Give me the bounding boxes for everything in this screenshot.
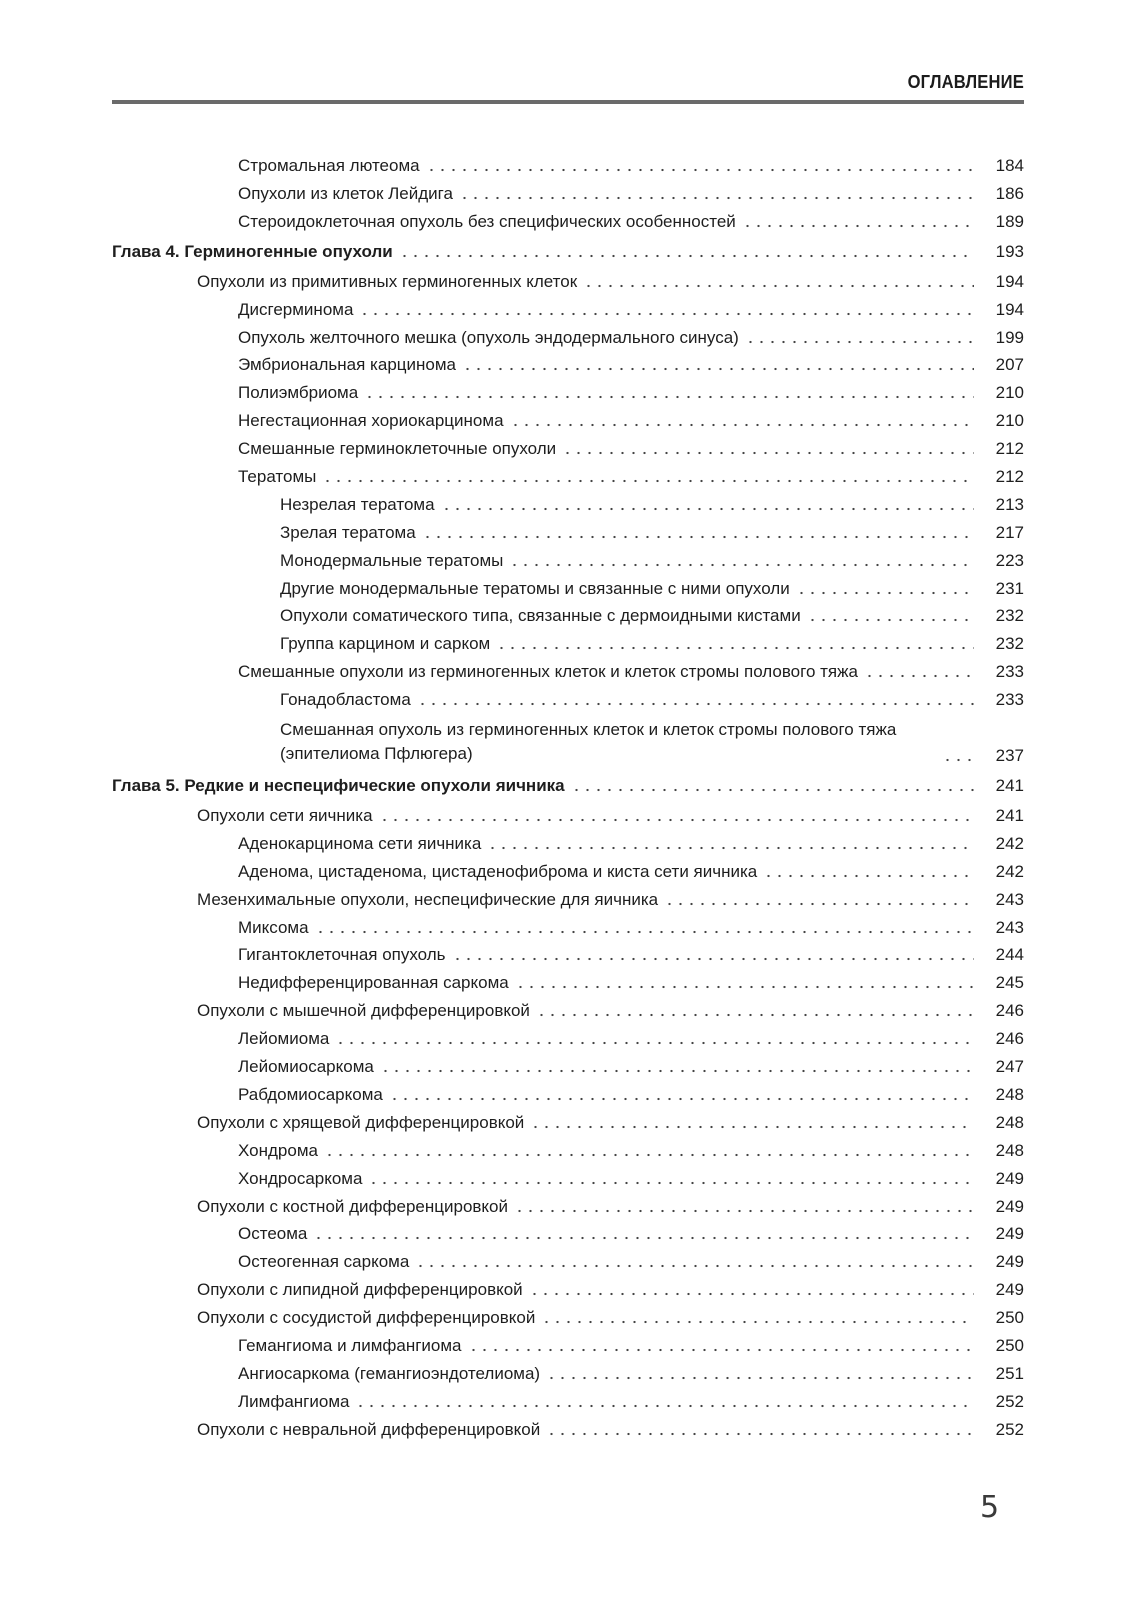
toc-entry-title: Группа карцином и сарком bbox=[280, 634, 491, 654]
toc-entry-title: Зрелая тератома bbox=[280, 522, 416, 542]
toc-entry bbox=[112, 272, 1024, 292]
dot-leader bbox=[487, 838, 974, 850]
toc-entry-title: Гемангиома и лимфангиома bbox=[238, 1335, 462, 1355]
toc-entry-page: 210 bbox=[995, 411, 1024, 431]
toc-entry-title: Рабдомиосаркома bbox=[238, 1084, 383, 1104]
toc-entry-title: Лейомиома bbox=[238, 1029, 330, 1049]
toc-entry-page: 207 bbox=[995, 355, 1024, 375]
dot-leader bbox=[379, 810, 974, 822]
toc-entry bbox=[112, 634, 1024, 654]
toc-entry-page: 249 bbox=[995, 1168, 1024, 1188]
toc-entry-title: Монодермальные тератомы bbox=[280, 550, 504, 570]
dot-leader bbox=[380, 1061, 974, 1073]
toc-entry-title: Недифференцированная саркома bbox=[238, 973, 509, 993]
toc-entry-page: 184 bbox=[995, 156, 1024, 175]
dot-leader bbox=[541, 1312, 974, 1324]
toc-entry-page: 232 bbox=[995, 634, 1024, 654]
toc-entry-title: Опухоли с мышечной дифференцировкой bbox=[197, 1001, 530, 1021]
dot-leader bbox=[536, 1005, 974, 1017]
toc-entry-page: 249 bbox=[995, 1252, 1024, 1272]
toc-entry-title: Смешанная опухоль из герминогенных клеток и клеток стромы полового тяжа (эпителиома Пфлюгера) bbox=[280, 720, 897, 764]
toc-entry-page: 232 bbox=[995, 606, 1024, 626]
dot-leader bbox=[459, 188, 974, 200]
toc-entry-title: Опухоли из примитивных герминогенных клеток bbox=[197, 271, 578, 291]
dot-leader bbox=[529, 1284, 974, 1296]
toc-entry-title: Опухоли с невральной дифференцировкой bbox=[197, 1419, 541, 1439]
toc-entry-title: Остеогенная саркома bbox=[238, 1252, 410, 1272]
dot-leader bbox=[796, 583, 974, 595]
toc-entry-title: Стероидоклеточная опухоль без специфических особенностей bbox=[238, 211, 736, 231]
toc-entry-title: Аденома, цистаденома, цистаденофиброма и киста сети яичника bbox=[238, 861, 758, 881]
toc-entry bbox=[112, 1252, 1024, 1272]
toc-entry-title: Другие монодермальные тератомы и связанные с ними опухоли bbox=[280, 578, 790, 598]
toc-entry bbox=[112, 495, 1024, 515]
toc-entry bbox=[112, 523, 1024, 543]
toc-entry-title: Гигантоклеточная опухоль bbox=[238, 945, 446, 965]
toc-entry bbox=[112, 1364, 1024, 1384]
toc-entry-page: 241 bbox=[995, 776, 1024, 796]
dot-leader bbox=[462, 359, 974, 371]
toc-entry-page: 241 bbox=[995, 806, 1024, 826]
toc-entry-page: 212 bbox=[995, 467, 1024, 487]
dot-leader bbox=[583, 276, 974, 288]
toc-entry-title: Ангиосаркома (гемангиоэндотелиома) bbox=[238, 1363, 541, 1383]
toc-entry-page: 243 bbox=[995, 889, 1024, 909]
toc-entry bbox=[112, 918, 1024, 938]
dot-leader bbox=[763, 866, 974, 878]
toc-entry-title: Аденокарцинома сети яичника bbox=[238, 833, 482, 853]
toc-entry-title: Опухоли с липидной дифференцировкой bbox=[197, 1280, 523, 1300]
toc-entry-title: Лимфангиома bbox=[238, 1391, 350, 1411]
toc-entry-page: 252 bbox=[995, 1419, 1024, 1439]
dot-leader bbox=[664, 894, 974, 906]
toc-entry bbox=[112, 156, 1024, 176]
dot-leader bbox=[530, 1117, 974, 1129]
toc-entry bbox=[112, 1420, 1024, 1440]
page-number: 5 bbox=[980, 1490, 1000, 1525]
toc-entry-title: Опухоли с хрящевой дифференцировкой bbox=[197, 1112, 525, 1132]
dot-leader bbox=[324, 1145, 974, 1157]
dot-leader bbox=[355, 1396, 974, 1408]
toc-entry bbox=[112, 1141, 1024, 1161]
toc-entry-page: 212 bbox=[995, 439, 1024, 459]
dot-leader bbox=[571, 780, 974, 792]
toc-entry bbox=[112, 890, 1024, 910]
toc-chapter bbox=[112, 242, 1024, 262]
toc-entry-title: Опухоли сети яичника bbox=[197, 806, 373, 826]
toc-entry bbox=[112, 945, 1024, 965]
toc-entry-title: Хондрома bbox=[238, 1140, 318, 1160]
toc-entry-page: 252 bbox=[995, 1391, 1024, 1411]
toc-entry-title: Незрелая тератома bbox=[280, 494, 435, 514]
dot-leader bbox=[942, 750, 974, 762]
dot-leader bbox=[514, 1201, 974, 1213]
toc-entry-title: Негестационная хориокарцинома bbox=[238, 411, 504, 431]
toc-entry bbox=[112, 1169, 1024, 1189]
toc-entry bbox=[112, 973, 1024, 993]
dot-leader bbox=[313, 1228, 974, 1240]
dot-leader bbox=[417, 694, 974, 706]
dot-leader bbox=[399, 246, 974, 258]
toc-entry bbox=[112, 1392, 1024, 1412]
toc-entry-title: Смешанные герминоклеточные опухоли bbox=[238, 439, 557, 459]
toc-entry-page: 189 bbox=[995, 211, 1024, 231]
dot-leader bbox=[452, 949, 974, 961]
toc-entry-page: 217 bbox=[995, 522, 1024, 542]
toc-entry-page: 233 bbox=[995, 662, 1024, 682]
toc-entry-title: Глава 4. Герминогенные опухоли bbox=[112, 241, 393, 261]
toc-entry-page: 249 bbox=[995, 1280, 1024, 1300]
toc-entry-page: 247 bbox=[995, 1057, 1024, 1077]
toc-entry-page: 199 bbox=[995, 327, 1024, 347]
toc-entry bbox=[112, 411, 1024, 431]
toc-entry-title: Опухоли с сосудистой дифференцировкой bbox=[197, 1308, 536, 1328]
toc-entry-page: 249 bbox=[995, 1196, 1024, 1216]
toc-entry bbox=[112, 1085, 1024, 1105]
toc-entry-page: 233 bbox=[995, 690, 1024, 710]
toc-entry-page: 186 bbox=[995, 183, 1024, 203]
toc-entry bbox=[112, 383, 1024, 403]
toc-entry bbox=[112, 606, 1024, 626]
table-of-contents bbox=[112, 156, 1024, 1448]
toc-entry-title: Эмбриональная карцинома bbox=[238, 355, 456, 375]
toc-entry-page: 246 bbox=[995, 1001, 1024, 1021]
dot-leader bbox=[426, 160, 974, 172]
toc-entry-page: 244 bbox=[995, 945, 1024, 965]
toc-entry-title: Гонадобластома bbox=[280, 690, 411, 710]
toc-entry-page: 243 bbox=[995, 917, 1024, 937]
toc-entry bbox=[112, 1197, 1024, 1217]
dot-leader bbox=[510, 415, 974, 427]
toc-entry bbox=[112, 467, 1024, 487]
toc-entry-title: Остеома bbox=[238, 1224, 308, 1244]
toc-entry bbox=[112, 1029, 1024, 1049]
dot-leader bbox=[546, 1368, 974, 1380]
dot-leader bbox=[322, 471, 974, 483]
toc-entry-title: Опухоли с костной дифференцировкой bbox=[197, 1196, 509, 1216]
dot-leader bbox=[441, 499, 974, 511]
toc-entry-title: Опухоль желточного мешка (опухоль эндодермального синуса) bbox=[238, 327, 739, 347]
dot-leader bbox=[468, 1340, 974, 1352]
toc-entry bbox=[112, 690, 1024, 710]
toc-entry bbox=[112, 862, 1024, 882]
toc-entry-title: Миксома bbox=[238, 917, 309, 937]
toc-entry bbox=[112, 1057, 1024, 1077]
dot-leader bbox=[515, 977, 974, 989]
toc-entry-page: 237 bbox=[995, 746, 1024, 766]
dot-leader bbox=[422, 527, 974, 539]
dot-leader bbox=[389, 1089, 974, 1101]
toc-entry-page: 251 bbox=[995, 1363, 1024, 1383]
toc-entry bbox=[112, 718, 1024, 766]
toc-entry bbox=[112, 300, 1024, 320]
toc-entry-title: Стромальная лютеома bbox=[238, 156, 420, 175]
toc-entry-title: Полиэмбриома bbox=[238, 383, 359, 403]
toc-entry bbox=[112, 1113, 1024, 1133]
toc-entry-page: 248 bbox=[995, 1112, 1024, 1132]
toc-entry bbox=[112, 328, 1024, 348]
toc-entry bbox=[112, 184, 1024, 204]
toc-entry-page: 250 bbox=[995, 1308, 1024, 1328]
header-rule bbox=[112, 100, 1024, 104]
toc-entry bbox=[112, 579, 1024, 599]
dot-leader bbox=[359, 304, 974, 316]
dot-leader bbox=[807, 610, 974, 622]
dot-leader bbox=[368, 1173, 974, 1185]
toc-entry-page: 248 bbox=[995, 1084, 1024, 1104]
toc-entry bbox=[112, 551, 1024, 571]
toc-chapter bbox=[112, 776, 1024, 796]
toc-entry bbox=[112, 834, 1024, 854]
dot-leader bbox=[315, 922, 974, 934]
toc-entry-page: 231 bbox=[995, 578, 1024, 598]
toc-entry-title: Дисгерминома bbox=[238, 299, 354, 319]
toc-entry-page: 249 bbox=[995, 1224, 1024, 1244]
toc-entry-title: Хондросаркома bbox=[238, 1168, 363, 1188]
toc-entry bbox=[112, 439, 1024, 459]
dot-leader bbox=[415, 1256, 974, 1268]
toc-entry bbox=[112, 1001, 1024, 1021]
toc-entry-title: Опухоли соматического типа, связанные с дермоидными кистами bbox=[280, 606, 801, 626]
toc-entry-title: Глава 5. Редкие и неспецифические опухоли яичника bbox=[112, 776, 565, 796]
dot-leader bbox=[546, 1424, 974, 1436]
running-head: ОГЛАВЛЕНИЕ bbox=[907, 72, 1024, 92]
toc-entry-title: Лейомиосаркома bbox=[238, 1057, 374, 1077]
dot-leader bbox=[335, 1033, 974, 1045]
dot-leader bbox=[496, 638, 974, 650]
dot-leader bbox=[864, 666, 974, 678]
dot-leader bbox=[562, 443, 974, 455]
toc-entry-page: 242 bbox=[995, 861, 1024, 881]
toc-entry-page: 223 bbox=[995, 550, 1024, 570]
toc-entry-title: Тератомы bbox=[238, 467, 317, 487]
toc-entry-title: Смешанные опухоли из герминогенных клеток и клеток стромы полового тяжа bbox=[238, 662, 858, 682]
toc-entry-page: 213 bbox=[995, 494, 1024, 514]
toc-entry bbox=[112, 1336, 1024, 1356]
toc-entry bbox=[112, 1280, 1024, 1300]
toc-entry bbox=[112, 1308, 1024, 1328]
dot-leader bbox=[742, 216, 974, 228]
toc-entry bbox=[112, 806, 1024, 826]
toc-entry-page: 242 bbox=[995, 833, 1024, 853]
toc-entry-title: Мезенхимальные опухоли, неспецифические для яичника bbox=[197, 889, 659, 909]
toc-entry-page: 250 bbox=[995, 1335, 1024, 1355]
toc-entry-title: Опухоли из клеток Лейдига bbox=[238, 183, 453, 203]
toc-entry bbox=[112, 662, 1024, 682]
toc-entry bbox=[112, 1224, 1024, 1244]
dot-leader bbox=[745, 332, 974, 344]
toc-entry bbox=[112, 355, 1024, 375]
toc-entry-page: 246 bbox=[995, 1029, 1024, 1049]
toc-entry-page: 194 bbox=[995, 271, 1024, 291]
toc-entry bbox=[112, 212, 1024, 232]
toc-entry-page: 245 bbox=[995, 973, 1024, 993]
dot-leader bbox=[364, 387, 974, 399]
dot-leader bbox=[509, 555, 974, 567]
toc-entry-page: 193 bbox=[995, 241, 1024, 261]
toc-entry-page: 194 bbox=[995, 299, 1024, 319]
toc-entry-page: 248 bbox=[995, 1140, 1024, 1160]
toc-entry-page: 210 bbox=[995, 383, 1024, 403]
